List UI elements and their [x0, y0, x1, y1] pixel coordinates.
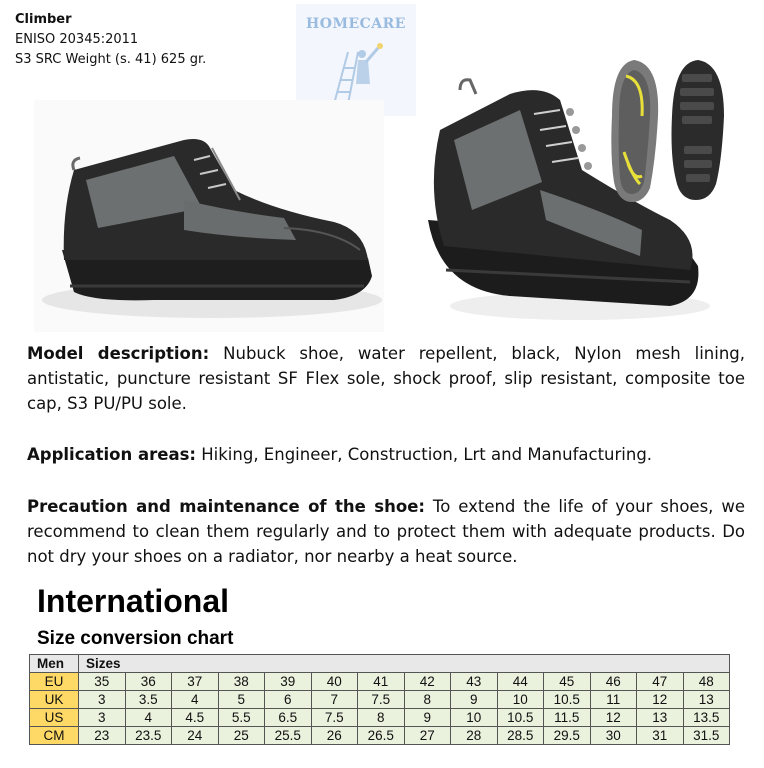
size-cell: 7.5 — [358, 691, 405, 709]
row-label: UK — [30, 691, 79, 709]
size-cell: 24 — [172, 727, 219, 745]
table-row — [30, 709, 730, 727]
size-cell: 10 — [451, 709, 498, 727]
size-cell: 3 — [79, 691, 126, 709]
application-areas-text: Hiking, Engineer, Construction, Lrt and Manufacturing. — [196, 445, 653, 464]
size-cell: 44 — [497, 673, 544, 691]
size-cell: 6.5 — [265, 709, 312, 727]
size-cell: 46 — [590, 673, 637, 691]
chart-subtitle: Size conversion chart — [37, 628, 234, 649]
size-cell: 39 — [265, 673, 312, 691]
size-cell: 7.5 — [311, 709, 358, 727]
size-cell: 7 — [311, 691, 358, 709]
table-row — [30, 673, 730, 691]
product-spec: S3 SRC Weight (s. 41) 625 gr. — [15, 52, 207, 67]
product-header — [15, 10, 206, 70]
size-cell: 48 — [683, 673, 730, 691]
size-cell: 40 — [311, 673, 358, 691]
size-cell: 23 — [79, 727, 126, 745]
size-cell: 26.5 — [358, 727, 405, 745]
product-model: Climber — [15, 12, 72, 27]
size-cell: 5 — [218, 691, 265, 709]
care-instructions-text: To extend the life of your shoes, we recommend to clean them regularly and to protect them with adequate products. Do not dry your shoes on a radiator, nor nearby a heat source. — [27, 497, 745, 566]
model-description-label: Model description: — [27, 344, 210, 363]
size-cell: 12 — [590, 709, 637, 727]
row-label: EU — [30, 673, 79, 691]
size-cell: 28.5 — [497, 727, 544, 745]
row-label: CM — [30, 727, 79, 745]
size-cell: 13 — [637, 709, 684, 727]
size-cell: 37 — [172, 673, 219, 691]
table-row — [30, 691, 730, 709]
size-cell: 4 — [125, 709, 172, 727]
product-standard: ENISO 20345:2011 — [15, 32, 139, 47]
header-sizes: Sizes — [79, 655, 730, 673]
size-cell: 45 — [544, 673, 591, 691]
size-cell: 9 — [451, 691, 498, 709]
size-cell: 10.5 — [544, 691, 591, 709]
size-conversion-table — [29, 654, 730, 745]
size-cell: 11 — [590, 691, 637, 709]
header-men: Men — [30, 655, 79, 673]
size-cell: 38 — [218, 673, 265, 691]
size-cell: 6 — [265, 691, 312, 709]
size-cell: 4 — [172, 691, 219, 709]
application-areas-label: Application areas: — [27, 445, 197, 464]
size-cell: 31.5 — [683, 727, 730, 745]
care-instructions-label: Precaution and maintenance of the shoe: — [27, 497, 425, 516]
row-label: US — [30, 709, 79, 727]
size-cell: 4.5 — [172, 709, 219, 727]
size-cell: 9 — [404, 709, 451, 727]
size-cell: 31 — [637, 727, 684, 745]
size-cell: 29.5 — [544, 727, 591, 745]
size-cell: 13.5 — [683, 709, 730, 727]
size-cell: 47 — [637, 673, 684, 691]
size-cell: 41 — [358, 673, 405, 691]
size-cell: 28 — [451, 727, 498, 745]
size-cell: 43 — [451, 673, 498, 691]
logo-text: HOMECARE — [306, 16, 406, 32]
size-cell: 3 — [79, 709, 126, 727]
size-cell: 13 — [683, 691, 730, 709]
table-row — [30, 727, 730, 745]
size-cell: 8 — [404, 691, 451, 709]
size-cell: 30 — [590, 727, 637, 745]
chart-title: International — [37, 583, 230, 619]
size-cell: 8 — [358, 709, 405, 727]
care-instructions — [27, 494, 745, 569]
size-cell: 26 — [311, 727, 358, 745]
size-cell: 11.5 — [544, 709, 591, 727]
size-cell: 27 — [404, 727, 451, 745]
size-cell: 35 — [79, 673, 126, 691]
outsole-image — [666, 56, 728, 202]
size-cell: 25.5 — [265, 727, 312, 745]
boot-side-view-image — [34, 100, 384, 332]
size-cell: 5.5 — [218, 709, 265, 727]
size-cell: 3.5 — [125, 691, 172, 709]
insole-image — [604, 56, 664, 206]
size-cell: 36 — [125, 673, 172, 691]
model-description-text: Nubuck shoe, water repellent, black, Nylon mesh lining, antistatic, puncture resistant SF Flex sole, shock proof, slip resistant, composite toe cap, S3 PU/PU sole. — [27, 344, 745, 413]
size-cell: 10.5 — [497, 709, 544, 727]
size-cell: 10 — [497, 691, 544, 709]
table-header-row — [30, 655, 730, 673]
size-cell: 42 — [404, 673, 451, 691]
size-cell: 12 — [637, 691, 684, 709]
size-cell: 25 — [218, 727, 265, 745]
application-areas — [27, 442, 745, 467]
model-description — [27, 341, 745, 416]
size-cell: 23.5 — [125, 727, 172, 745]
